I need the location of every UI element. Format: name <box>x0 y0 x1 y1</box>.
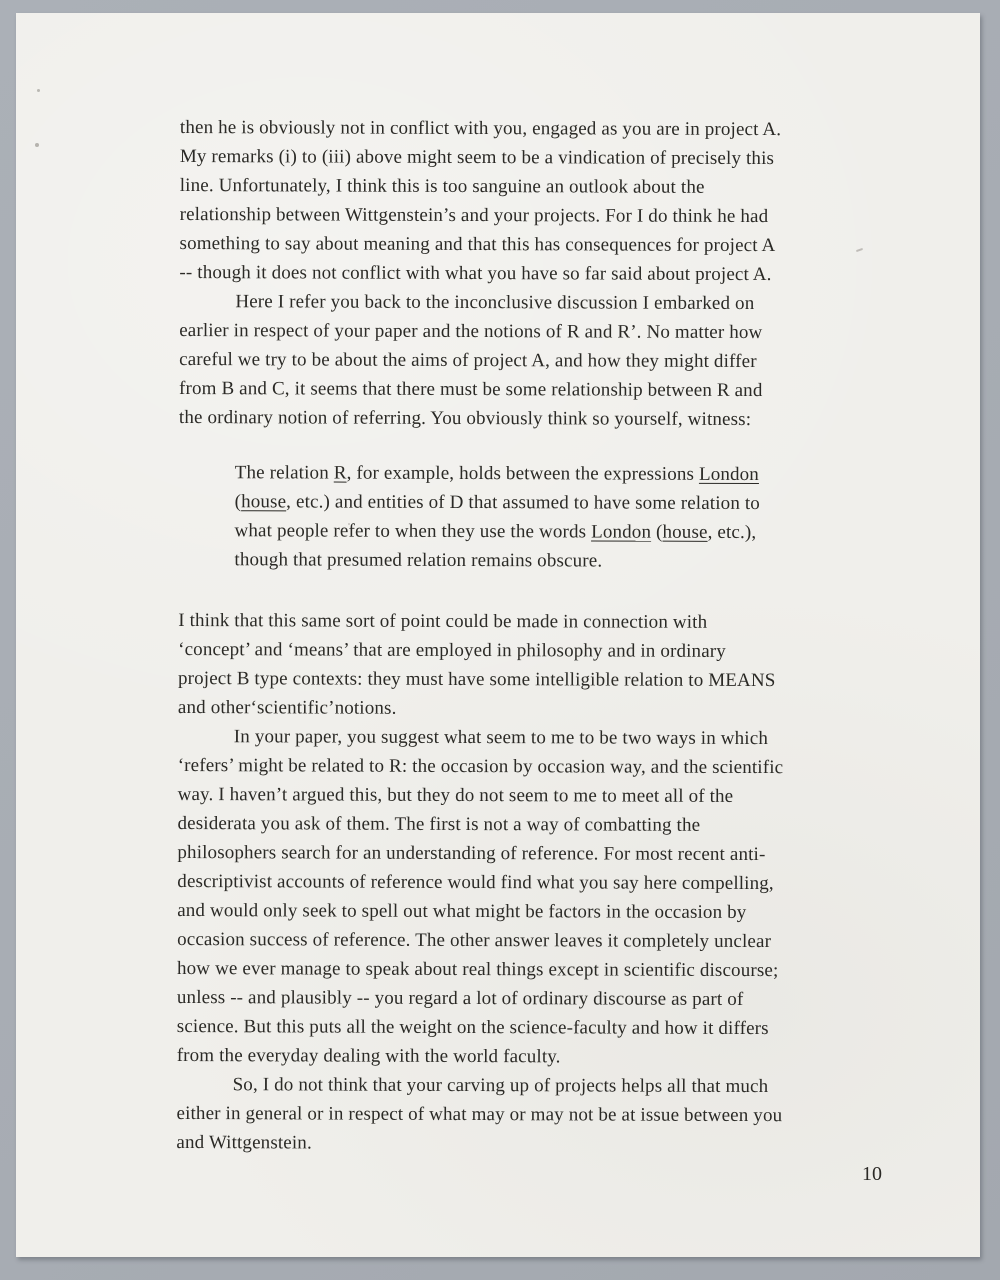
text-line: then he is obviously not in conflict with you, engaged as you are in project A. <box>179 116 782 141</box>
text-line: In your paper, you suggest what seem to me to be two ways in which <box>233 726 769 750</box>
text-line: (house, etc.) and entities of D that assumed to have some relation to <box>234 491 761 515</box>
text-line: careful we try to be about the aims of project A, and how they might differ <box>179 348 757 373</box>
text-line: philosophers search for an understanding of reference. For most recent anti- <box>177 841 766 866</box>
scan-speck <box>35 143 39 147</box>
letter-body <box>176 113 880 1159</box>
text-line: occasion success of reference. The other answer leaves it completely unclear <box>177 928 772 953</box>
text-line: though that presumed relation remains obscure. <box>234 549 603 572</box>
text-line: how we ever manage to speak about real things except in scientific discourse; <box>176 957 779 982</box>
text-line: what people refer to when they use the words London (house, etc.), <box>234 520 757 544</box>
text-line: the ordinary notion of referring. You obviously think so yourself, witness: <box>178 406 752 430</box>
text-line: project B type contexts: they must have some intelligible relation to MEANS <box>177 667 776 692</box>
quoted-passage <box>234 458 878 576</box>
text-line: way. I haven’t argued this, but they do not seem to me to meet all of the <box>177 783 734 807</box>
text-line: and Wittgenstein. <box>176 1131 312 1154</box>
text-line: My remarks (i) to (iii) above might seem to be a vindication of precisely this <box>179 145 775 170</box>
text-line: descriptivist accounts of reference would find what you say here compelling, <box>177 870 774 895</box>
text-line: ‘refers’ might be related to R: the occasion by occasion way, and the scientific <box>177 754 784 779</box>
text-line: from the everyday dealing with the world faculty. <box>176 1044 561 1068</box>
page-number: 10 <box>862 1163 882 1185</box>
scan-speck <box>37 89 40 92</box>
text-line: either in general or in respect of what may or may not be at issue between you <box>176 1102 783 1127</box>
text-line: science. But this puts all the weight on the science-faculty and how it differs <box>176 1015 769 1040</box>
text-line: relationship between Wittgenstein’s and your projects. For I do think he had <box>179 203 769 228</box>
text-line: something to say about meaning and that this has consequences for project A <box>179 232 776 257</box>
paragraph <box>179 287 880 434</box>
text-line: unless -- and plausibly -- you regard a lot of ordinary discourse as part of <box>176 986 744 1010</box>
text-line: line. Unfortunately, I think this is too sanguine an outlook about the <box>179 174 705 198</box>
text-line: and otherʻscientificʼnotions. <box>177 696 397 719</box>
text-line: from B and C, it seems that there must be some relationship between R and <box>179 377 763 402</box>
text-line: I think that this same sort of point could be made in connection with <box>178 609 708 633</box>
paragraph <box>177 722 878 1072</box>
text-line: -- though it does not conflict with what you have so far said about project A. <box>179 261 772 286</box>
paragraph <box>179 113 880 289</box>
paragraph <box>176 1070 876 1159</box>
text-line: desiderata you ask of them. The first is not a way of combatting the <box>177 812 701 836</box>
text-line: and would only seek to spell out what might be factors in the occasion by <box>177 899 747 923</box>
text-line: earlier in respect of your paper and the notions of R and R’. No matter how <box>179 319 763 344</box>
document-page <box>16 13 980 1257</box>
text-line: So, I do not think that your carving up of projects helps all that much <box>232 1074 769 1098</box>
paragraph <box>178 606 878 724</box>
text-line: The relation R, for example, holds between the expressions London <box>234 462 760 486</box>
text-line: Here I refer you back to the inconclusive discussion I embarked on <box>235 291 755 315</box>
text-line: ‘concept’ and ‘means’ that are employed in philosophy and in ordinary <box>178 638 726 662</box>
